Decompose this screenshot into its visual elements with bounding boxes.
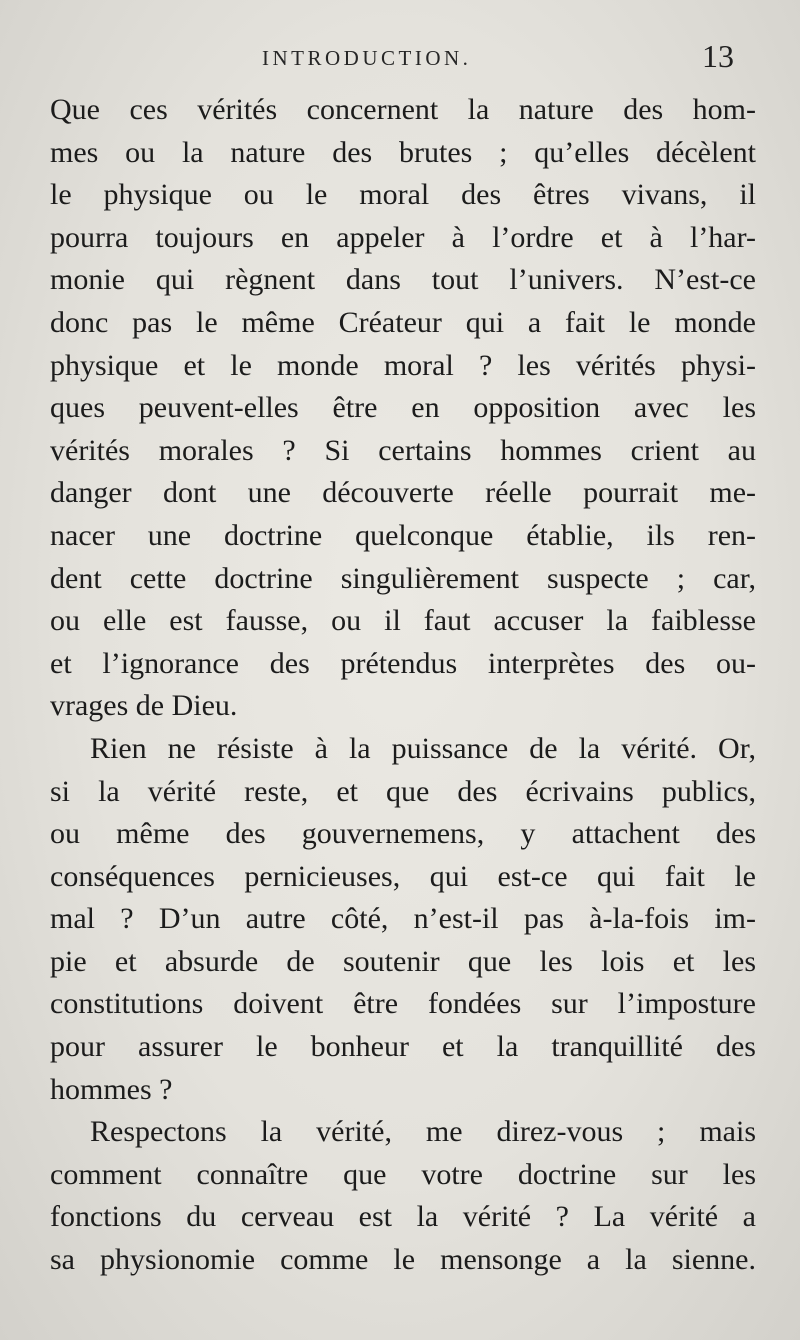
page-number: 13 bbox=[702, 38, 734, 74]
text-line: sa physionomie comme le mensonge a la sienne. bbox=[50, 1243, 756, 1277]
text-line: donc pas le même Créateur qui a fait le monde bbox=[50, 305, 756, 339]
text-line: ou elle est fausse, ou il faut accuser la faiblesse bbox=[50, 604, 756, 638]
text-line: physique et le monde moral ? les vérités physi- bbox=[50, 348, 756, 382]
body-text bbox=[50, 89, 756, 1282]
text-line: vérités morales ? Si certains hommes crient au bbox=[50, 433, 756, 467]
running-head: INTRODUCTION. bbox=[262, 46, 472, 70]
text-line: ou même des gouvernemens, y attachent des bbox=[50, 817, 756, 851]
text-line: nacer une doctrine quelconque établie, ils ren- bbox=[50, 518, 756, 552]
text-line: ques peuvent-elles être en opposition avec les bbox=[50, 391, 756, 425]
text-line: vrages de Dieu. bbox=[50, 689, 238, 723]
text-line: pourra toujours en appeler à l’ordre et à l’har- bbox=[50, 220, 756, 254]
text-line: constitutions doivent être fondées sur l’imposture bbox=[50, 987, 756, 1021]
text-line: mes ou la nature des brutes ; qu’elles décèlent bbox=[50, 135, 756, 169]
text-line: danger dont une découverte réelle pourrait me- bbox=[50, 476, 756, 510]
text-line: conséquences pernicieuses, qui est-ce qui fait le bbox=[50, 859, 756, 893]
text-line: monie qui règnent dans tout l’univers. N’est-ce bbox=[50, 263, 756, 297]
text-line: pie et absurde de soutenir que les lois et les bbox=[50, 944, 756, 978]
text-line: mal ? D’un autre côté, n’est-il pas à-la-fois im- bbox=[50, 902, 756, 936]
text-line: hommes ? bbox=[50, 1072, 173, 1106]
text-line: dent cette doctrine singulièrement suspecte ; car, bbox=[50, 561, 756, 595]
text-line: Rien ne résiste à la puissance de la vérité. Or, bbox=[90, 731, 756, 765]
text-line: Respectons la vérité, me direz-vous ; mais bbox=[90, 1115, 756, 1149]
text-line: le physique ou le moral des êtres vivans, il bbox=[50, 178, 756, 212]
text-line: et l’ignorance des prétendus interprètes des ou- bbox=[50, 646, 756, 680]
text-line: comment connaître que votre doctrine sur les bbox=[50, 1157, 756, 1191]
text-line: Que ces vérités concernent la nature des hom- bbox=[50, 93, 756, 126]
page-header bbox=[0, 38, 800, 82]
text-line: si la vérité reste, et que des écrivains publics, bbox=[50, 774, 756, 808]
text-line: pour assurer le bonheur et la tranquillité des bbox=[50, 1030, 756, 1064]
text-line: fonctions du cerveau est la vérité ? La vérité a bbox=[50, 1200, 756, 1234]
